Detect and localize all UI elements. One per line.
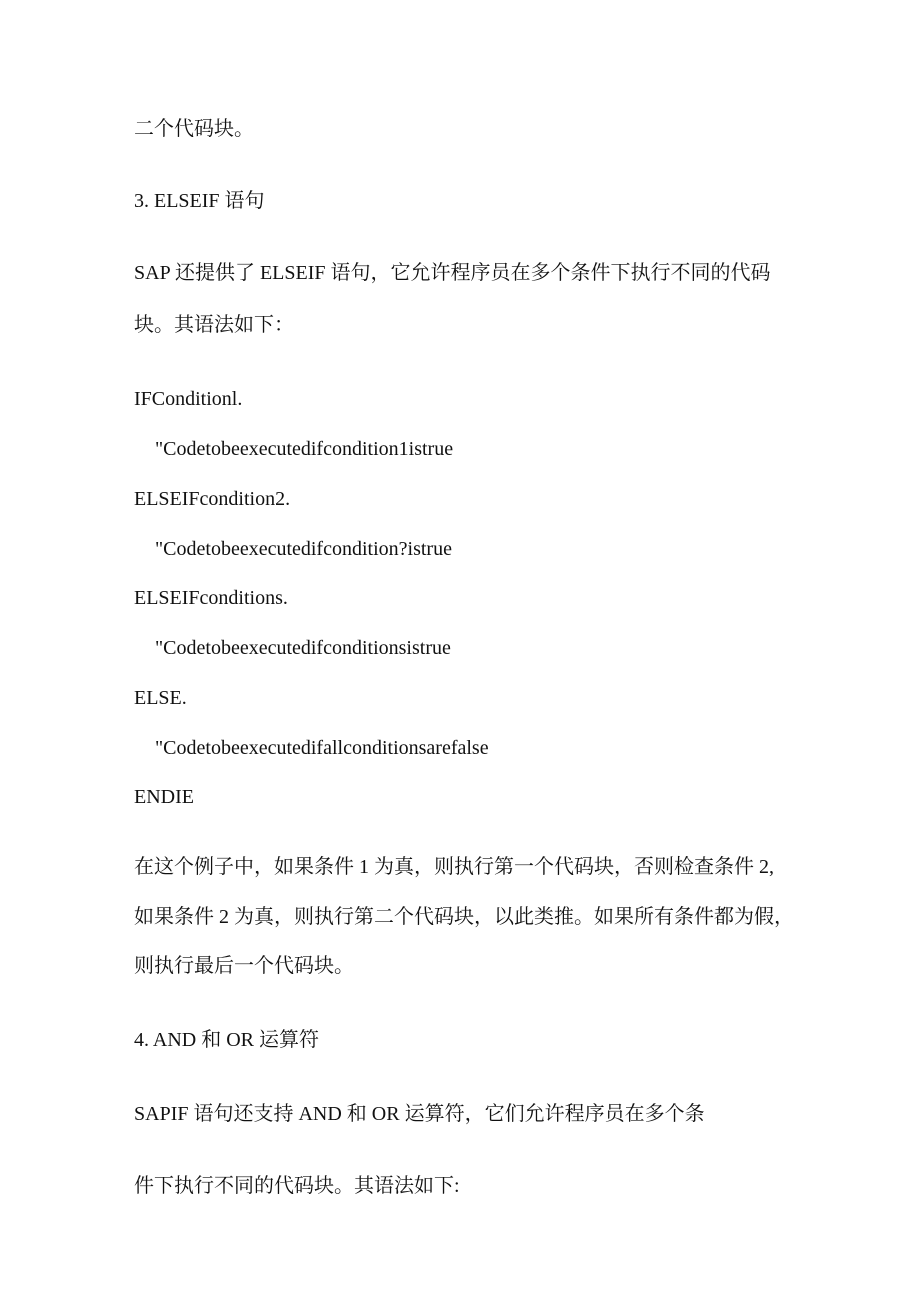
section-heading-and-or: 4. AND 和 OR 运算符 bbox=[134, 1029, 320, 1051]
paragraph-line: 件下执行不同的代码块。其语法如下: bbox=[134, 1175, 460, 1197]
paragraph-line: 块。其语法如下： bbox=[134, 314, 294, 336]
paragraph-line: 则执行最后一个代码块。 bbox=[134, 955, 354, 977]
paragraph-line: 如果条件 2 为真，则执行第二个代码块，以此类推。如果所有条件都为假， bbox=[134, 906, 794, 928]
code-comment-line: "Codetobeexecutedifallconditionsarefalse bbox=[155, 737, 489, 759]
code-line: ENDIE bbox=[134, 786, 194, 808]
section-heading-elseif: 3. ELSEIF 语句 bbox=[134, 190, 265, 212]
code-line: ELSEIFcondition2. bbox=[134, 488, 291, 510]
code-comment-line: "Codetobeexecutedifcondition1istrue bbox=[155, 438, 454, 460]
paragraph-line: SAPIF 语句还支持 AND 和 OR 运算符，它们允许程序员在多个条 bbox=[134, 1103, 705, 1125]
code-comment-line: "Codetobeexecutedifconditionsistrue bbox=[155, 637, 451, 659]
code-comment-line: "Codetobeexecutedifcondition?istrue bbox=[155, 538, 452, 560]
code-line: ELSEIFconditions. bbox=[134, 587, 288, 609]
code-line: ELSE. bbox=[134, 687, 187, 709]
paragraph-line: SAP 还提供了 ELSEIF 语句，它允许程序员在多个条件下执行不同的代码 bbox=[134, 262, 771, 284]
paragraph-line: 在这个例子中，如果条件 1 为真，则执行第一个代码块，否则检查条件 2, bbox=[134, 856, 774, 878]
code-line: IFConditionl. bbox=[134, 388, 243, 410]
paragraph-line: 二个代码块。 bbox=[134, 118, 254, 140]
